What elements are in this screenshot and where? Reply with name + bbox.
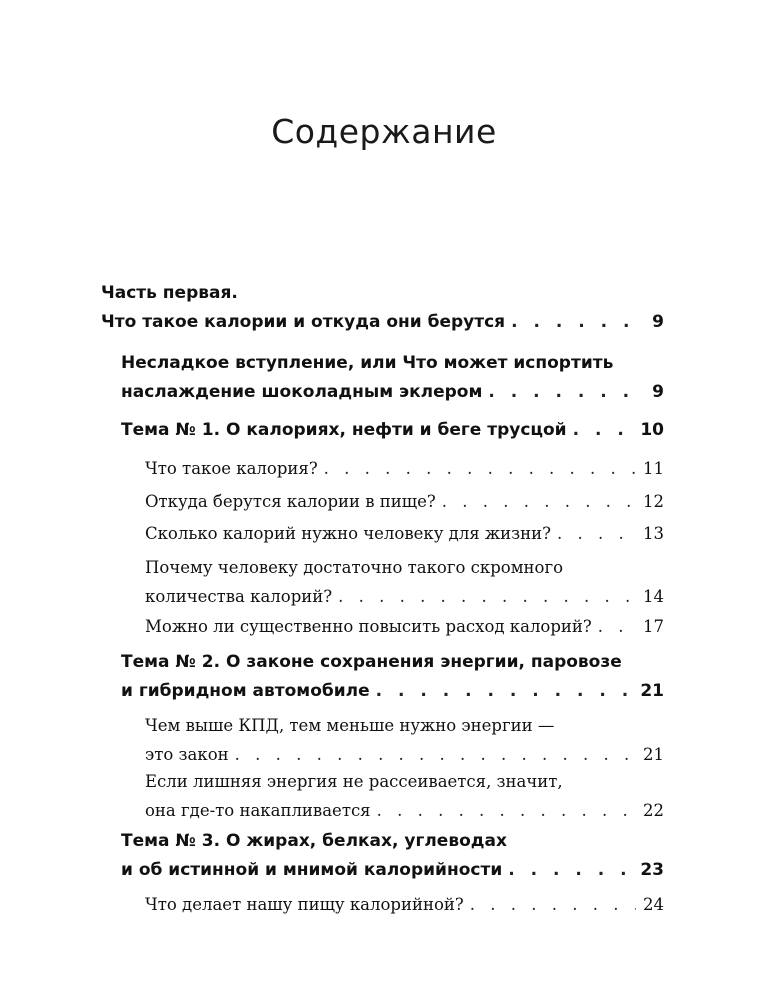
toc-entry-title: Можно ли существенно повысить расход калорий? (145, 617, 592, 636)
toc-page-number: 23 (640, 860, 664, 880)
toc-line (121, 677, 664, 706)
toc-entry-section (145, 487, 664, 516)
toc-line (145, 796, 664, 825)
toc-line (121, 648, 664, 677)
toc-page-number: 11 (643, 459, 664, 478)
toc-page-number: 9 (652, 312, 664, 332)
toc-entry-part-1 (101, 279, 664, 337)
toc-line (145, 711, 664, 740)
dot-leader (442, 487, 636, 516)
dot-leader (338, 582, 636, 611)
dot-leader (235, 740, 636, 769)
toc-line (101, 279, 664, 308)
toc-entry-theme-2 (121, 648, 664, 706)
toc-page-number: 24 (643, 895, 664, 914)
toc-line (145, 487, 664, 516)
toc-entry-theme-3 (121, 827, 664, 885)
toc-entry-title: Тема № 1. О калориях, нефти и беге трусцой (121, 420, 567, 440)
toc-line (145, 454, 664, 483)
toc-entry-title: количества калорий? (145, 587, 333, 606)
toc-line (145, 519, 664, 548)
toc-entry-title: Чем выше КПД, тем меньше нужно энергии — (145, 716, 555, 735)
toc-entry-title: Почему человеку достаточно такого скромного (145, 558, 564, 577)
toc-page-number: 21 (643, 745, 664, 764)
toc-entry-section (145, 890, 664, 919)
toc-page-number: 21 (640, 681, 664, 701)
dot-leader (376, 677, 635, 706)
dot-leader (511, 308, 636, 337)
toc-entry-title: Тема № 3. О жирах, белках, углеводах (121, 831, 507, 851)
toc-entry-title: Часть первая. (101, 283, 238, 303)
toc-line (101, 308, 664, 337)
dot-leader (508, 856, 634, 885)
toc-line (145, 582, 664, 611)
dot-leader (557, 519, 636, 548)
toc-entry-theme-1 (121, 416, 664, 445)
toc-entry-title: наслаждение шоколадным эклером (121, 382, 483, 402)
toc-page-number: 22 (643, 801, 664, 820)
toc-entry-section (145, 711, 664, 769)
toc-line (121, 349, 664, 378)
dot-leader (377, 796, 636, 825)
toc-line (121, 416, 664, 445)
toc-entry-title: Сколько калорий нужно человеку для жизни? (145, 524, 551, 543)
toc-line (145, 553, 664, 582)
toc-entry-title: Тема № 2. О законе сохранения энергии, паровозе (121, 652, 622, 672)
toc-line (121, 827, 664, 856)
toc-entry-section (145, 519, 664, 548)
toc-entry-title: Откуда берутся калории в пище? (145, 492, 436, 511)
toc-entry-title: Что такое калории и откуда они берутся (101, 312, 506, 332)
toc-entry-title: и об истинной и мнимой калорийности (121, 860, 503, 880)
toc-entry-title: Что делает нашу пищу калорийной? (145, 895, 464, 914)
dot-leader (324, 454, 636, 483)
toc-entry-title: это закон (145, 745, 229, 764)
page-title: Содержание (271, 112, 497, 151)
toc-entry-section (145, 767, 664, 825)
toc-page-number: 14 (643, 587, 664, 606)
dot-leader (488, 378, 636, 407)
toc-entry-section (145, 454, 664, 483)
toc-entry-section (145, 553, 664, 611)
toc-line (121, 856, 664, 885)
toc-entry-title: Несладкое вступление, или Что может испортить (121, 353, 614, 373)
toc-line (145, 767, 664, 796)
toc-line (145, 612, 664, 641)
dot-leader (573, 416, 635, 445)
toc-page-number: 10 (640, 420, 664, 440)
toc-page-number: 12 (643, 492, 664, 511)
toc-entry-title: Если лишняя энергия не рассеивается, значит, (145, 772, 563, 791)
toc-entry-title: она где-то накапливается (145, 801, 371, 820)
toc-entry-title: Что такое калория? (145, 459, 318, 478)
toc-entry-title: и гибридном автомобиле (121, 681, 370, 701)
toc-entry-intro (121, 349, 664, 407)
toc-entry-section (145, 612, 664, 641)
toc-line (121, 378, 664, 407)
toc-line (145, 890, 664, 919)
dot-leader (598, 612, 636, 641)
toc-page-number: 9 (652, 382, 664, 402)
dot-leader (470, 890, 636, 919)
toc-page-number: 17 (643, 617, 664, 636)
toc-line (145, 740, 664, 769)
toc-page-number: 13 (643, 524, 664, 543)
